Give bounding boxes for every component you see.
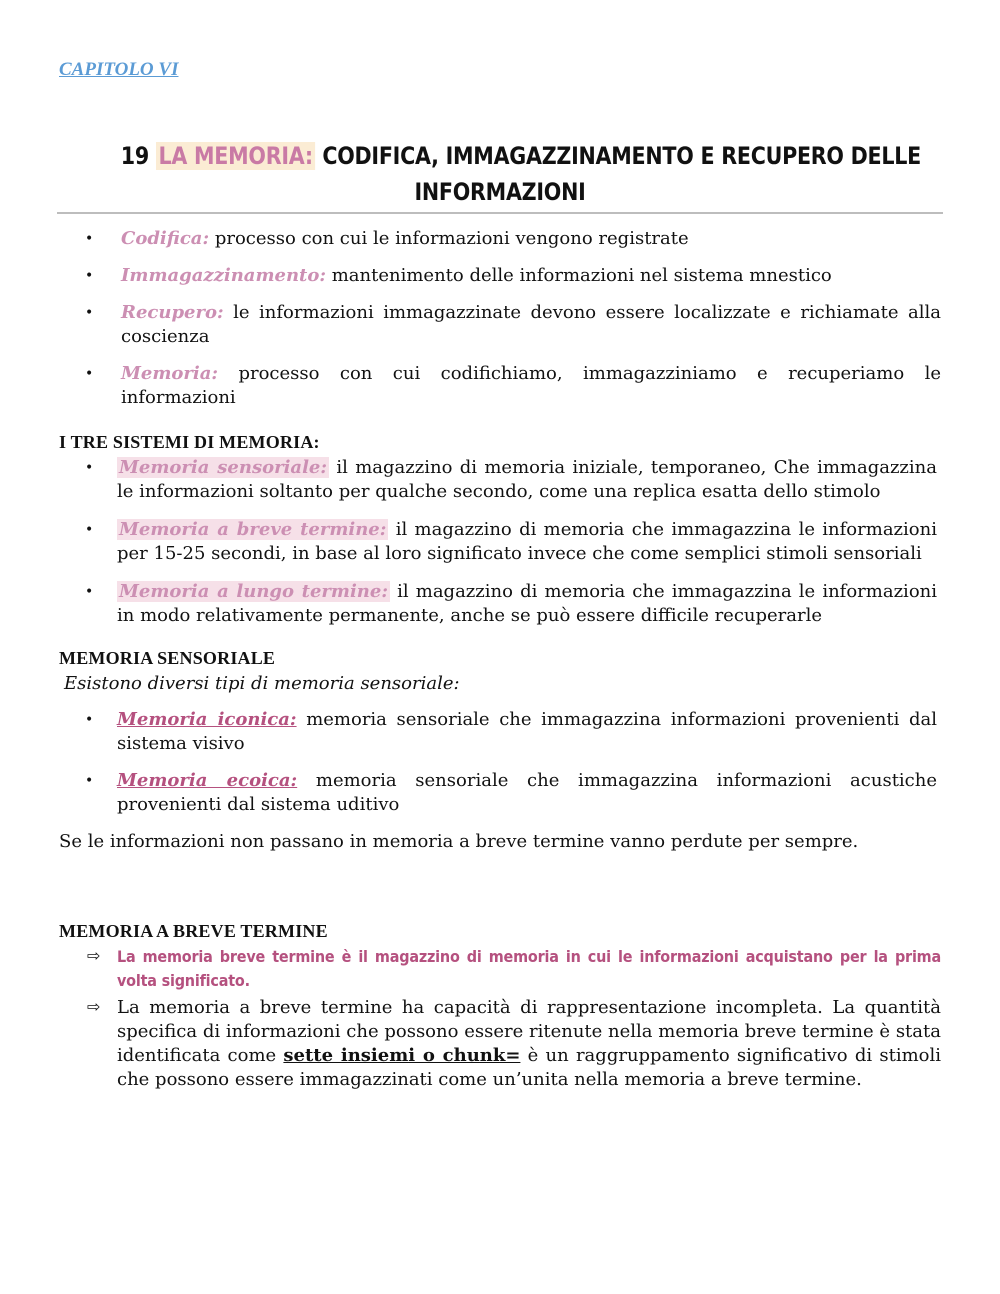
list-item (59, 227, 941, 251)
list-item (59, 945, 941, 993)
bullet-icon: • (85, 366, 94, 382)
definition-term: Immagazzinamento: (121, 265, 327, 286)
bullet-icon: • (85, 522, 94, 538)
list-item (59, 362, 941, 410)
title-highlight: LA MEMORIA: (156, 142, 316, 170)
system-term: Memoria a lungo termine: (119, 581, 388, 602)
bullet-icon: • (85, 231, 94, 247)
arrow-icon: ⇨ (87, 946, 101, 965)
list-item (55, 708, 937, 756)
system-text: il magazzino di memoria iniziale, temporaneo, Che immagazzina le informazioni soltanto per qualche secondo, come una replica esatta dello stimolo (117, 457, 937, 502)
list-item (59, 996, 941, 1092)
definition-text: processo con cui le informazioni vengono registrate (209, 228, 689, 249)
title-rest: CODIFICA, IMMAGAZZINAMENTO E RECUPERO DELLE (322, 142, 921, 170)
bullet-icon: • (85, 268, 94, 284)
short-term-point-2-after: è un raggruppamento significativo di stimoli che possono essere immagazzinati come un’unita nella memoria a breve termine. (117, 1045, 941, 1090)
system-term: Memoria a breve termine: (119, 519, 387, 540)
sensory-term: Memoria ecoica: (117, 770, 298, 791)
system-text: il magazzino di memoria che immagazzina le informazioni in modo relativamente permanente, anche se può essere difficile recuperarle (117, 581, 938, 626)
list-item (55, 456, 937, 504)
chapter-link[interactable]: CAPITOLO VI (59, 59, 179, 80)
sensory-intro: Esistono diversi tipi di memoria sensoriale: (64, 673, 460, 694)
list-item (59, 264, 941, 288)
definitions-list (59, 227, 941, 410)
title-divider (57, 212, 943, 214)
section-heading-sensory: MEMORIA SENSORIALE (59, 648, 276, 668)
definition-term: Codifica: (121, 228, 210, 249)
system-term: Memoria sensoriale: (119, 457, 328, 478)
three-systems-list (55, 456, 937, 628)
title-line-2: INFORMAZIONI (414, 178, 586, 206)
sensory-text: memoria sensoriale che immagazzina informazioni provenienti dal sistema visivo (117, 709, 937, 754)
sensory-note: Se le informazioni non passano in memoria a breve termine vanno perdute per sempre. (59, 831, 859, 852)
section-heading-three-systems: I TRE SISTEMI DI MEMORIA: (59, 432, 320, 452)
definition-text: processo con cui codifichiamo, immagazziniamo e recuperiamo le informazioni (121, 363, 941, 408)
bullet-icon: • (85, 460, 94, 476)
definition-text: le informazioni immagazzinate devono essere localizzate e richiamate alla coscienza (121, 302, 941, 347)
list-item (55, 769, 937, 817)
list-item (59, 301, 941, 349)
short-term-list (59, 945, 941, 1092)
arrow-icon: ⇨ (87, 997, 101, 1016)
list-item (55, 580, 937, 628)
system-text: il magazzino di memoria che immagazzina le informazioni per 15-25 secondi, in base al loro significato invece che come semplici stimoli sensoriali (117, 519, 937, 564)
definition-term: Recupero: (121, 302, 224, 323)
definition-text: mantenimento delle informazioni nel sistema mnestico (326, 265, 832, 286)
list-item (55, 518, 937, 566)
chunk-term: sette insiemi o chunk= (283, 1045, 521, 1066)
bullet-icon: • (85, 773, 94, 789)
short-term-point-2-before: La memoria a breve termine ha capacità di rappresentazione incompleta. La quantità specifica di informazioni che possono essere ritenute nella memoria breve termine è stata identificata come (117, 997, 941, 1066)
section-heading-short-term: MEMORIA A BREVE TERMINE (59, 921, 328, 941)
bullet-icon: • (85, 305, 94, 321)
sensory-term: Memoria iconica: (117, 709, 297, 730)
page-title (120, 138, 921, 210)
definition-term: Memoria: (121, 363, 219, 384)
title-line-1 (120, 138, 921, 174)
title-number: 19 (120, 142, 149, 170)
sensory-text: memoria sensoriale che immagazzina informazioni acustiche provenienti dal sistema uditivo (117, 770, 938, 815)
bullet-icon: • (85, 712, 94, 728)
sensory-list (55, 708, 937, 817)
short-term-point-1: La memoria breve termine è il magazzino di memoria in cui le informazioni acquistano per la prima volta significato. (117, 947, 941, 990)
bullet-icon: • (85, 584, 94, 600)
